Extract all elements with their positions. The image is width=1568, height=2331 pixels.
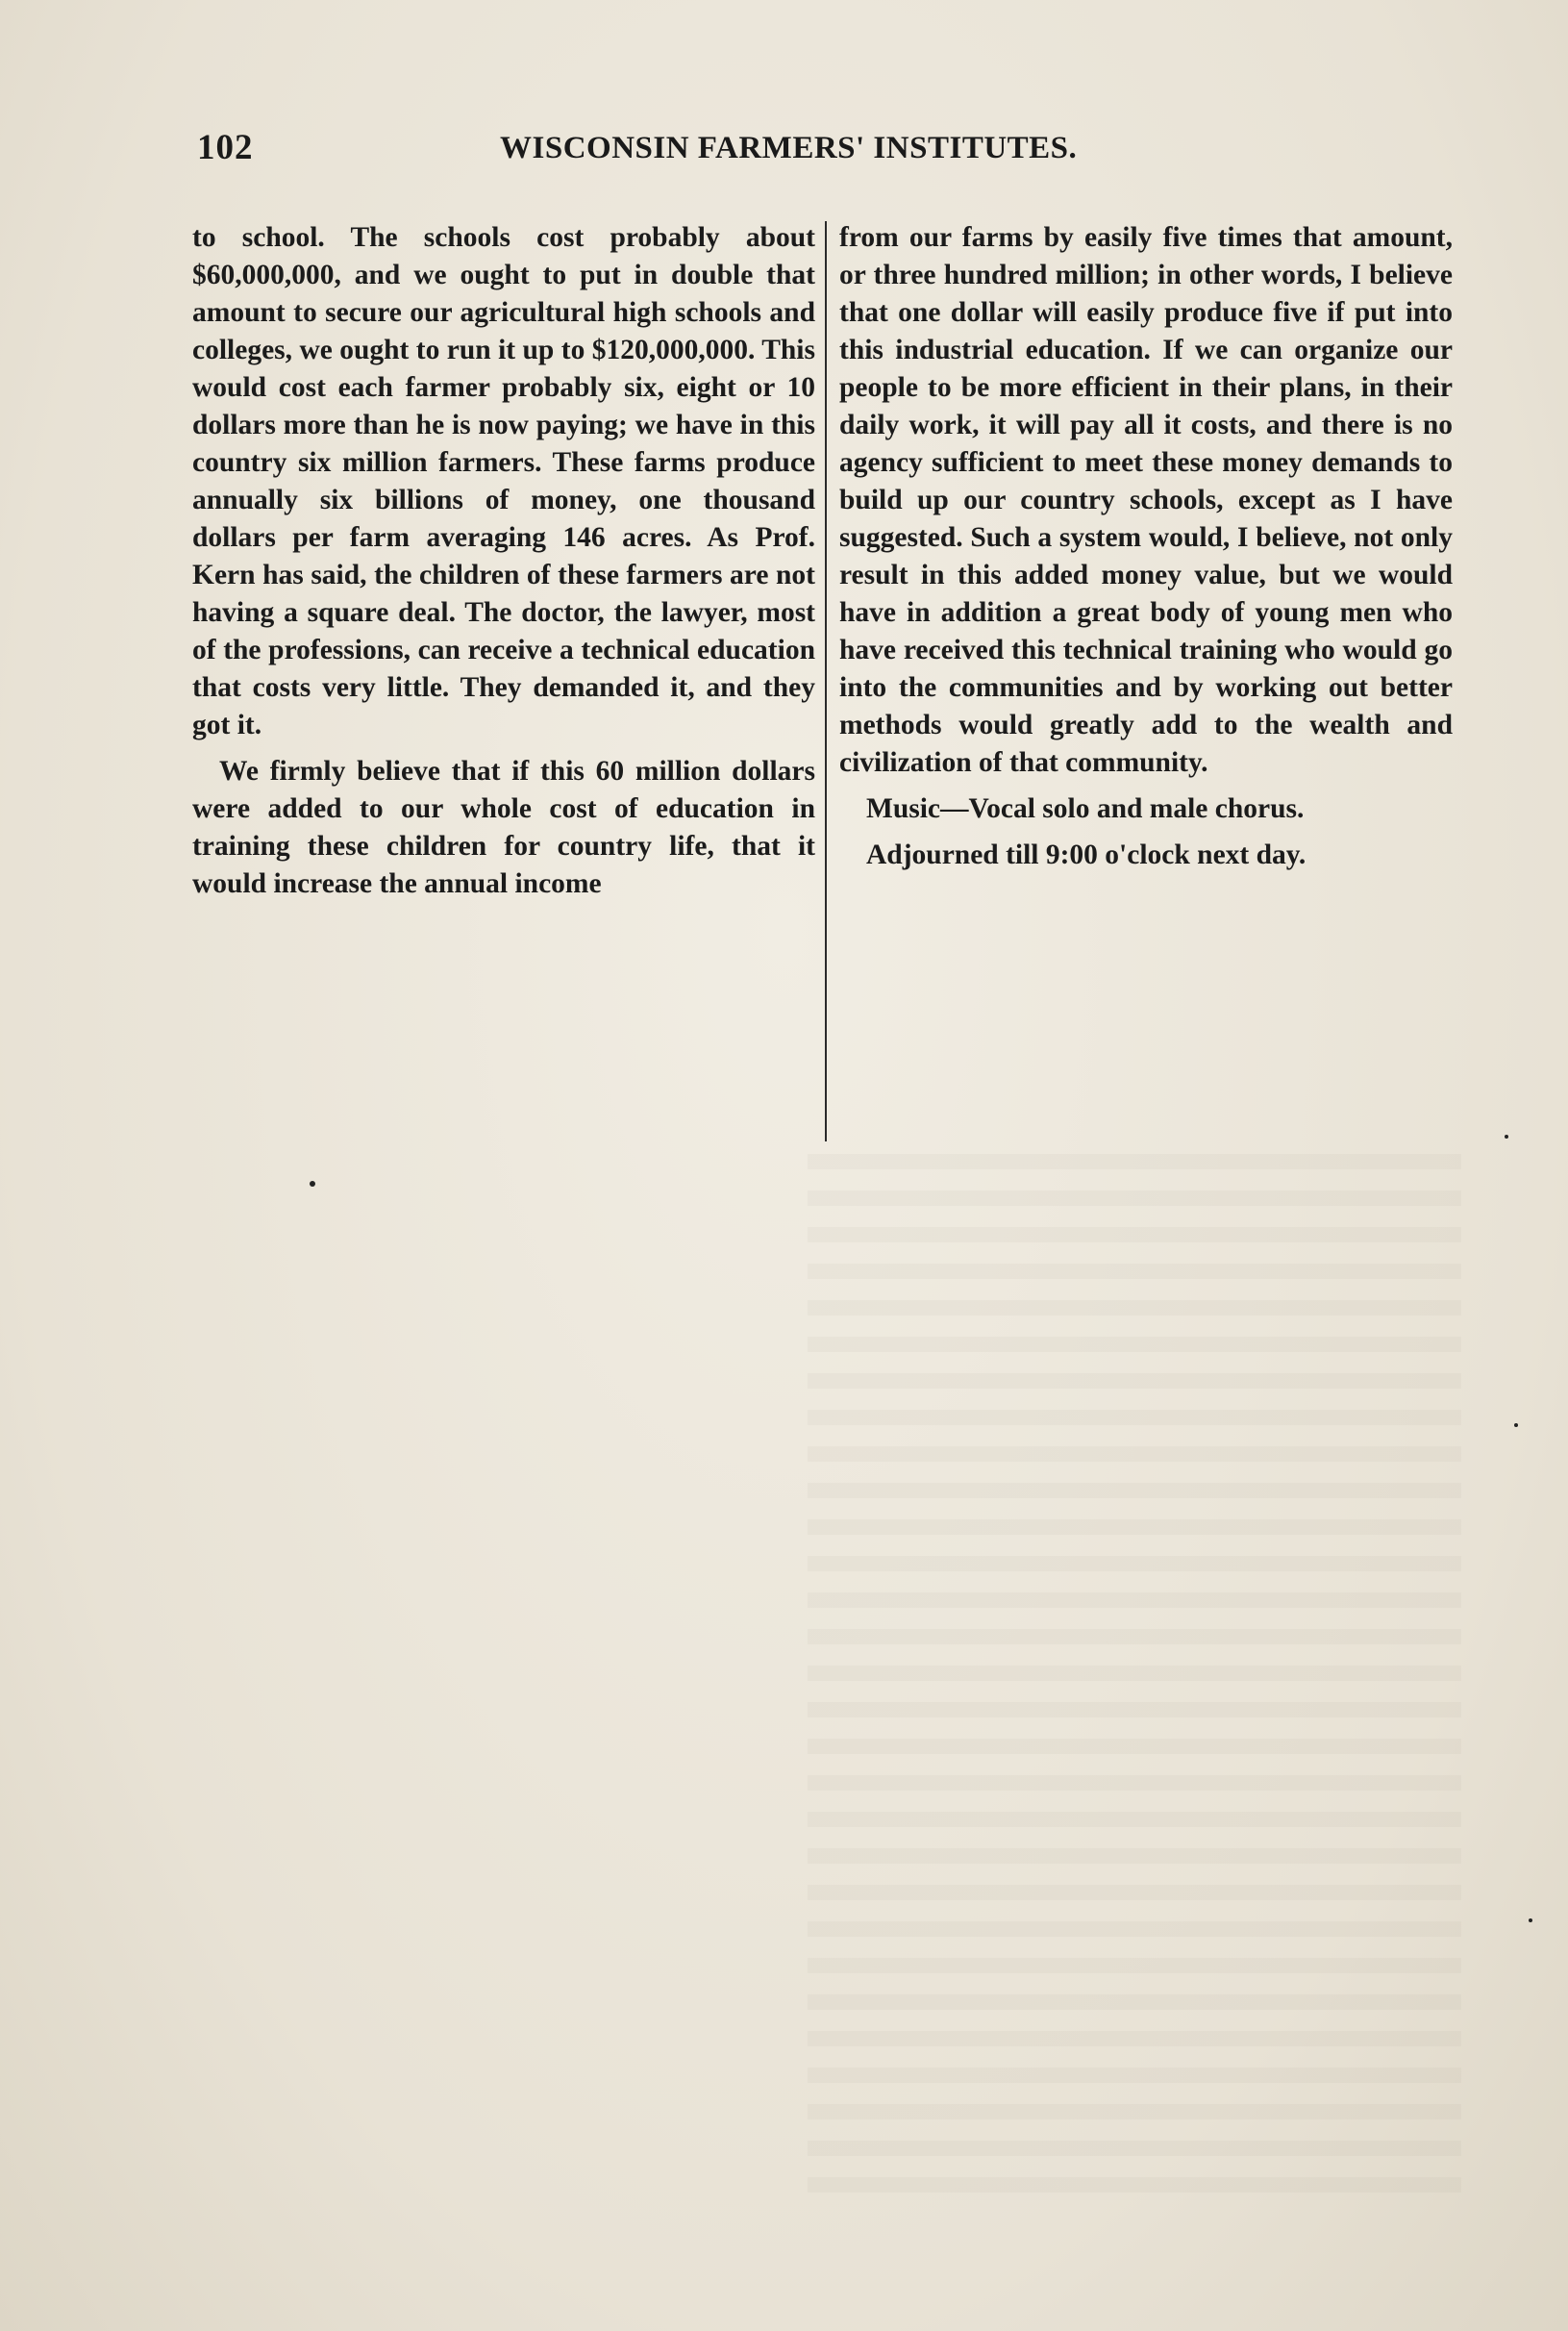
ink-speck <box>310 1181 315 1187</box>
running-title: WISCONSIN FARMERS' INSTITUTES. <box>500 131 1078 165</box>
left-column <box>192 219 815 903</box>
paragraph: to school. The schools cost probably about $60,000,000, and we ought to put in double that amount to secure our agricultural high schools and colleges, we ought to run it up to $120,000,000. This would cost each farmer probably six, eight or 10 dollars more than he is now paying; we have in this country six million farmers. These farms produce annually six billions of money, one thousand dollars per farm averaging 146 acres. As Prof. Kern has said, the children of these farmers are not having a square deal. The doctor, the lawyer, most of the professions, can receive a technical education that costs very little. They demanded it, and they got it. <box>192 222 815 740</box>
running-header <box>197 127 1437 185</box>
right-column <box>839 219 1453 874</box>
show-through-text <box>808 1154 1461 2212</box>
page-number: 102 <box>197 128 254 167</box>
paragraph: Music—Vocal solo and male chorus. <box>866 793 1305 824</box>
paragraph: We firmly believe that if this 60 million dollars were added to our whole cost of education in training these children for country life, that it would increase the annual income <box>192 756 815 899</box>
paragraph: from our farms by easily five times that amount, or three hundred million; in other words, I believe that one dollar will easily produce five if put into this industrial education. If we can organize our people to be more efficient in their plans, in their daily work, it will pay all it costs, and there is no agency sufficient to meet these money demands to build up our country schools, except as I have suggested. Such a system would, I believe, not only result in this added money value, but we would have in addition a great body of young men who have received this technical training who would go into the communities and by working out better methods would greatly add to the wealth and civilization of that community. <box>839 222 1453 778</box>
ink-speck <box>1529 1918 1532 1922</box>
column-divider <box>825 221 827 1141</box>
ink-speck <box>1505 1135 1508 1139</box>
paragraph: Adjourned till 9:00 o'clock next day. <box>866 840 1307 870</box>
ink-speck <box>1514 1423 1518 1427</box>
